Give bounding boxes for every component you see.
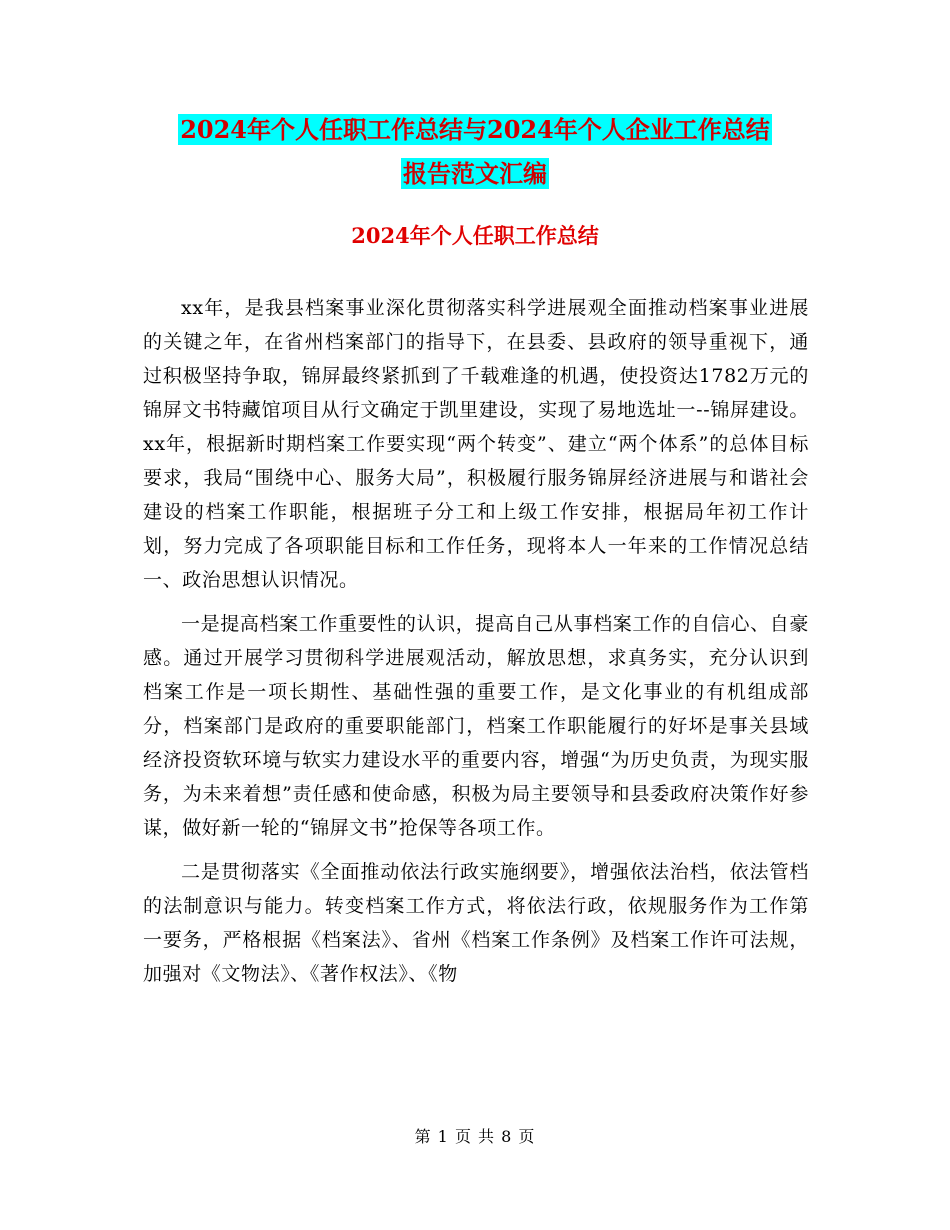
page-footer: 第 1 页 共 8 页 [414,1127,536,1146]
paragraph-1: xx年，是我县档案事业深化贯彻落实科学进展观全面推动档案事业进展的关键之年，在省州档案部门的指导下，在县委、县政府的领导重视下，通过积极坚持争取，锦屏最终紧抓到了千载难逢的机遇，使投资达1782万元的锦屏文书特藏馆项目从行文确定于凯里建设，实现了易地选址一--锦屏建设。xx年，根据新时期档案工作要实现“两个转变”、建立“两个体系”的总体目标要求，我局“围绕中心、服务大局”，积极履行服务锦屏经济进展与和谐社会建设的档案工作职能，根据班子分工和上级工作安排，根据局年初工作计划，努力完成了各项职能目标和工作任务，现将本人一年来的工作情况总结一、政治思想认识情况。 [143,297,809,591]
document-body [143,291,809,1001]
title-highlight-2: 报告范文汇编 [403,159,547,188]
paragraph-2: 一是提高档案工作重要性的认识，提高自己从事档案工作的自信心、自豪感。通过开展学习贯彻科学进展观活动，解放思想，求真务实，充分认识到档案工作是一项长期性、基础性强的重要工作，是文化事业的有机组成部分，档案部门是政府的重要职能部门，档案工作职能履行的好坏是事关县域经济投资软环境与软实力建设水平的重要内容，增强“为历史负责，为现实服务，为未来着想”责任感和使命感，积极为局主要领导和县委政府决策作好参谋，做好新一轮的“锦屏文书”抢保等各项工作。 [143,613,809,839]
document-title-line1 [0,110,950,150]
paragraph-3: 二是贯彻落实《全面推动依法行政实施纲要》，增强依法治档，依法管档的法制意识与能力。转变档案工作方式，将依法行政，依规服务作为工作第一要务，严格根据《档案法》、省州《档案工作条例》及档案工作许可法规，加强对《文物法》、《著作权法》、《物 [143,861,809,985]
document-title-line2 [0,154,950,194]
title-highlight-1: 2024年个人任职工作总结与2024年个人企业工作总结 [180,115,770,144]
section-heading: 2024年个人任职工作总结 [351,223,599,248]
